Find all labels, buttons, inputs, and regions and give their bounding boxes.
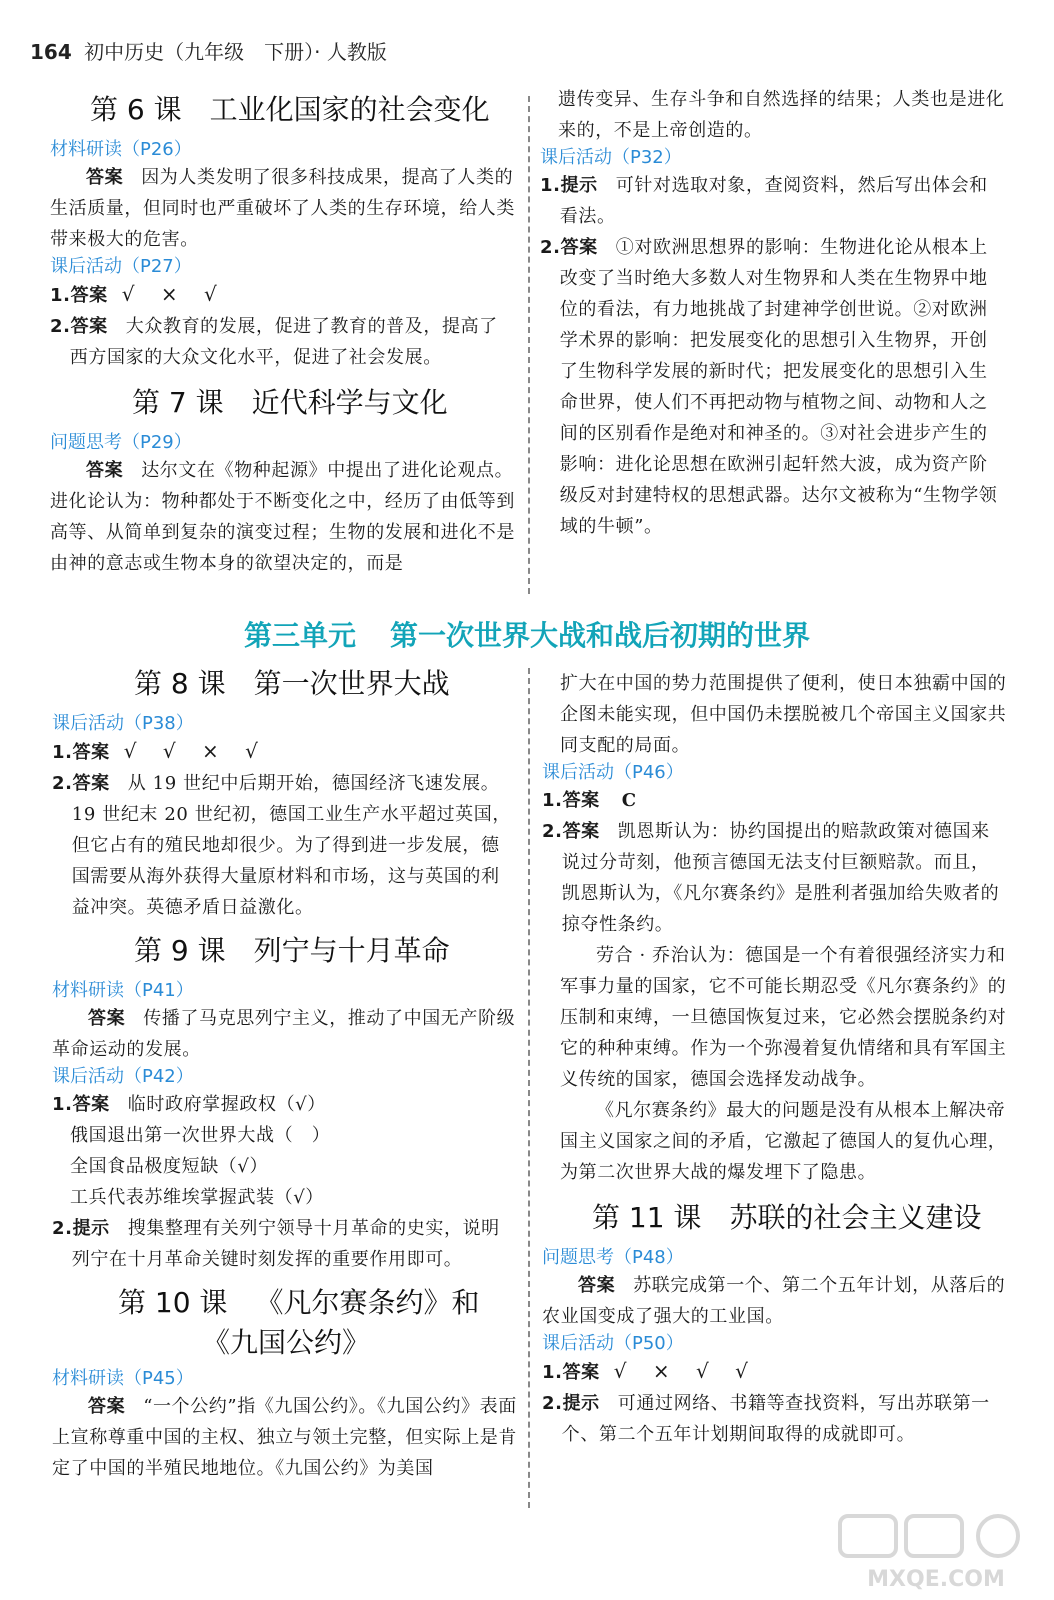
lesson11-section-activity: 课后活动（P50） xyxy=(542,1333,684,1354)
lesson10-title-line2: 《九国公约》 xyxy=(202,1326,371,1359)
lesson7-section-question: 问题思考（P29） xyxy=(50,432,192,453)
lesson9-q2 xyxy=(52,1213,518,1275)
answer-label: 答案 xyxy=(562,790,600,811)
lesson6-q1 xyxy=(50,279,516,311)
hint-text: 可针对选取对象，查阅资料，然后写出体会和看法。 xyxy=(559,175,988,227)
answer-marks: √ √ × √ xyxy=(123,739,268,763)
lesson10-q2 xyxy=(542,816,1008,940)
lesson10-heading xyxy=(52,1286,518,1319)
lesson11-heading xyxy=(542,1201,1008,1234)
lesson11-number: 第 11 课 xyxy=(592,1201,702,1234)
answer-text: 从 19 世纪中后期开始，德国经济飞速发展。19 世纪末 20 世纪初，德国工业生产水平超过英国，但它占有的殖民地却很少。为了得到进一步发展，德国需要从海外获得大量原材料和市场，这与英国的利益冲突。英德矛盾日益激化。 xyxy=(71,773,511,918)
answer-text: “一个公约”指《九国公约》。《九国公约》表面上宣称尊重中国的主权、独立与领土完整，但实际上是肯定了中国的半殖民地地位。《九国公约》为美国 xyxy=(52,1396,517,1479)
answer-marks: √ × √ √ xyxy=(613,1359,758,1383)
answer-label: 答案 xyxy=(86,460,124,481)
q-number: 2. xyxy=(52,1218,73,1239)
lesson10-number: 第 10 课 xyxy=(118,1286,228,1319)
lesson9-answer xyxy=(52,1003,518,1065)
hint-text: 搜集整理有关列宁领导十月革命的史实，说明列宁在十月革命关键时刻发挥的重要作用即可。 xyxy=(71,1218,500,1270)
answer-label: 答案 xyxy=(562,821,600,842)
answer-label: 答案 xyxy=(72,742,110,763)
lesson11-title: 苏联的社会主义建设 xyxy=(729,1201,982,1234)
bottom-right-column xyxy=(542,668,1008,1450)
lesson6-heading xyxy=(50,93,516,126)
page-header xyxy=(30,36,387,65)
lesson9-title: 列宁与十月革命 xyxy=(253,934,450,967)
lesson9-section-material: 材料研读（P41） xyxy=(52,980,194,1001)
hint-label: 提示 xyxy=(560,175,598,196)
hint-label: 提示 xyxy=(72,1218,110,1239)
lesson7-answer xyxy=(50,455,516,579)
lesson8-heading xyxy=(52,667,518,700)
option-line: 临时政府掌握政权（√） xyxy=(127,1094,326,1115)
column-divider-top xyxy=(528,96,530,594)
hint-label: 提示 xyxy=(562,1393,600,1414)
top-left-column xyxy=(50,93,516,579)
q-number: 1. xyxy=(542,1362,563,1383)
q-number: 1. xyxy=(540,175,561,196)
lesson8-q1 xyxy=(52,736,518,768)
lesson10-answer xyxy=(52,1391,518,1484)
q-number: 2. xyxy=(542,821,563,842)
answer-label: 答案 xyxy=(72,1094,110,1115)
lesson7-answer-continued: 遗传变异、生存斗争和自然选择的结果；人类也是进化来的，不是上帝创造的。 xyxy=(558,89,1005,141)
watermark-logo xyxy=(836,1512,1036,1594)
lesson9-heading xyxy=(52,934,518,967)
lesson10-title-line1: 《凡尔赛条约》和 xyxy=(255,1286,480,1319)
unit3-number: 第三单元 xyxy=(243,619,356,652)
q-number: 2. xyxy=(542,1393,563,1414)
lesson9-q1 xyxy=(52,1089,518,1120)
lesson8-number: 第 8 课 xyxy=(134,667,226,700)
answer-marks: √ × √ xyxy=(121,282,227,306)
lesson11-q1 xyxy=(542,1356,1008,1388)
column-divider-bottom xyxy=(528,668,530,1508)
lesson10-q2-paragraph2: 劳合 · 乔治认为：德国是一个有着很强经济实力和军事力量的国家，它不可能长期忍受《凡尔赛条约》的压制和束缚，一旦德国恢复过来，它必然会摆脱条约对它的种种束缚。作为一个弥漫着复仇情绪和具有军国主义传统的国家，德国会选择发动战争。 xyxy=(560,945,1007,1090)
lesson10-q1 xyxy=(542,785,1008,816)
answer-label: 答案 xyxy=(86,167,124,188)
answer-label: 答案 xyxy=(88,1008,126,1029)
lesson7-section-activity: 课后活动（P32） xyxy=(540,147,682,168)
lesson7-heading xyxy=(50,386,516,419)
lesson8-q2 xyxy=(52,768,518,923)
lesson9-section-activity: 课后活动（P42） xyxy=(52,1066,194,1087)
option-line: 俄国退出第一次世界大战（ ） xyxy=(70,1125,331,1146)
hint-text: 可通过网络、书籍等查找资料，写出苏联第一个、第二个五年计划期间取得的成就即可。 xyxy=(561,1393,990,1445)
q-number: 1. xyxy=(52,742,73,763)
lesson10-section-activity: 课后活动（P46） xyxy=(542,762,684,783)
lesson8-section-activity: 课后活动（P38） xyxy=(52,713,194,734)
q-number: 2. xyxy=(50,316,71,337)
lesson6-answer xyxy=(50,162,516,255)
answer-label: 答案 xyxy=(562,1362,600,1383)
lesson9-number: 第 9 课 xyxy=(134,934,226,967)
watermark-text: MXQE.COM xyxy=(867,1567,1005,1592)
lesson11-q2 xyxy=(542,1388,1008,1450)
lesson6-number: 第 6 课 xyxy=(90,93,182,126)
option-line: 全国食品极度短缺（√） xyxy=(70,1156,269,1177)
answer-label: 答案 xyxy=(70,316,108,337)
answer-text: 传播了马克思列宁主义，推动了中国无产阶级革命运动的发展。 xyxy=(52,1008,516,1060)
answer-text: 凯恩斯认为：协约国提出的赔款政策对德国来说过分苛刻，他预言德国无法支付巨额赔款。而且，凯恩斯认为，《凡尔赛条约》是胜利者强加给失败者的掠夺性条约。 xyxy=(561,821,1000,935)
book-title: 初中历史（九年级 下册）· 人教版 xyxy=(84,40,387,64)
page-number: 164 xyxy=(30,40,72,64)
answer-text: 大众教育的发展，促进了教育的普及，提高了西方国家的大众文化水平，促进了社会发展。 xyxy=(69,316,498,368)
lesson7-number: 第 7 课 xyxy=(132,386,224,419)
option-line: 工兵代表苏维埃掌握武装（√） xyxy=(70,1187,324,1208)
lesson10-answer-continued: 扩大在中国的势力范围提供了便利，使日本独霸中国的企图未能实现，但中国仍未摆脱被几个帝国主义国家共同支配的局面。 xyxy=(560,673,1007,756)
top-right-column xyxy=(540,84,1006,542)
answer-choice: C xyxy=(621,790,637,811)
lesson8-title: 第一次世界大战 xyxy=(253,667,450,700)
q-number: 2. xyxy=(540,237,561,258)
lesson6-section-activity: 课后活动（P27） xyxy=(50,256,192,277)
lesson6-section-material: 材料研读（P26） xyxy=(50,139,192,160)
answer-text: 因为人类发明了很多科技成果，提高了人类的生活质量，但同时也严重破坏了人类的生存环境，给人类带来极大的危害。 xyxy=(50,167,515,250)
lesson7-title: 近代科学与文化 xyxy=(251,386,448,419)
q-number: 1. xyxy=(542,790,563,811)
lesson11-answer xyxy=(542,1270,1008,1332)
lesson6-title: 工业化国家的社会变化 xyxy=(209,93,490,126)
answer-label: 答案 xyxy=(70,285,108,306)
answer-text: 苏联完成第一个、第二个五年计划，从落后的农业国变成了强大的工业国。 xyxy=(542,1275,1006,1327)
unit3-name: 第一次世界大战和战后初期的世界 xyxy=(390,619,811,652)
lesson10-section-material: 材料研读（P45） xyxy=(52,1368,194,1389)
q-number: 1. xyxy=(50,285,71,306)
unit3-title xyxy=(0,614,1054,654)
answer-label: 答案 xyxy=(72,773,110,794)
q-number: 1. xyxy=(52,1094,73,1115)
q-number: 2. xyxy=(52,773,73,794)
lesson7-q2 xyxy=(540,232,1006,542)
lesson7-q1 xyxy=(540,170,1006,232)
answer-label: 答案 xyxy=(560,237,598,258)
lesson6-q2 xyxy=(50,311,516,373)
bottom-left-column xyxy=(52,667,518,1484)
lesson11-section-question: 问题思考（P48） xyxy=(542,1247,684,1268)
lesson10-q2-paragraph3: 《凡尔赛条约》最大的问题是没有从根本上解决帝国主义国家之间的矛盾，它激起了德国人的复仇心理，为第二次世界大战的爆发埋下了隐患。 xyxy=(560,1100,1007,1183)
answer-text: 达尔文在《物种起源》中提出了进化论观点。进化论认为：物种都处于不断变化之中，经历了由低等到高等、从简单到复杂的演变过程；生物的发展和进化不是由神的意志或生物本身的欲望决定的，而是 xyxy=(50,460,515,574)
answer-label: 答案 xyxy=(88,1396,126,1417)
answer-label: 答案 xyxy=(578,1275,616,1296)
answer-text: ①对欧洲思想界的影响：生物进化论从根本上改变了当时绝大多数人对生物界和人类在生物界中地位的看法，有力地挑战了封建神学创世说。②对欧洲学术界的影响：把发展变化的思想引入生物界，开创了生物科学发展的新时代；把发展变化的思想引入生命世界，使人们不再把动物与植物之间、动物和人之间的区别看作是绝对和神圣的。③对社会进步产生的影响：进化论思想在欧洲引起轩然大波，成为资产阶级反对封建特权的思想武器。达尔文被称为“生物学领域的牛顿”。 xyxy=(559,237,998,537)
